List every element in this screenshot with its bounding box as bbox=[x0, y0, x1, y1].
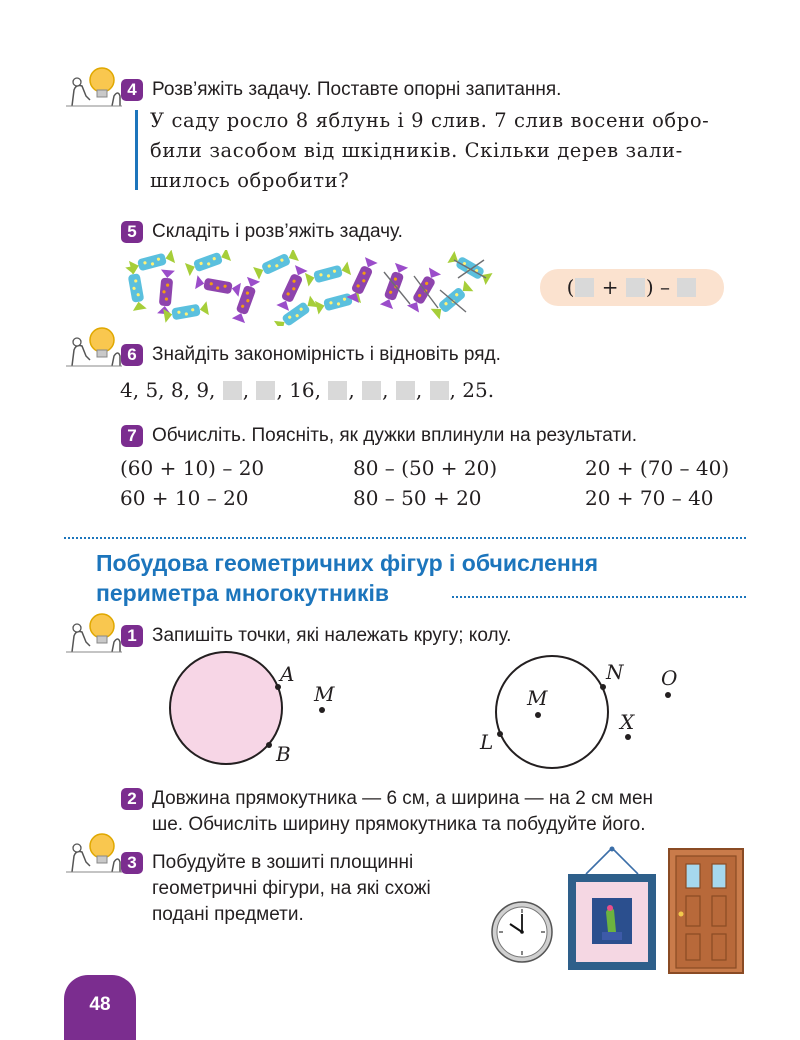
seq-part: , bbox=[382, 378, 389, 402]
task-text: подані предмети. bbox=[152, 904, 304, 925]
story-line: У саду росло 8 яблунь і 9 слив. 7 слив восени обро- bbox=[150, 109, 710, 132]
task-number-badge: 2 bbox=[121, 788, 143, 810]
label-m: M bbox=[314, 682, 335, 706]
task-number-badge: 5 bbox=[121, 221, 143, 243]
seq-part: , bbox=[415, 378, 423, 402]
expression: 80 – 50 + 20 bbox=[353, 486, 482, 510]
point-n bbox=[600, 684, 606, 690]
seq-part: , 25. bbox=[449, 378, 495, 402]
seq-part: , bbox=[242, 378, 250, 402]
label-a: A bbox=[280, 662, 295, 686]
seq-part: , 16, bbox=[276, 378, 322, 402]
story-bar bbox=[135, 110, 138, 190]
blank-square bbox=[362, 381, 381, 400]
formula-close: ) – bbox=[645, 275, 671, 299]
task-number-badge: 3 bbox=[121, 852, 143, 874]
task-instruction: Складіть і розв’яжіть задачу. bbox=[152, 221, 403, 242]
label-b: B bbox=[276, 742, 291, 766]
task-instruction: Обчисліть. Поясніть, як дужки вплинули на результати. bbox=[152, 425, 637, 446]
empty-circle-figure bbox=[494, 654, 614, 774]
label-x: X bbox=[620, 710, 635, 734]
expression: 80 – (50 + 20) bbox=[353, 456, 498, 480]
task-number-badge: 4 bbox=[121, 79, 143, 101]
candies-illustration bbox=[122, 250, 502, 326]
filled-circle-figure bbox=[168, 650, 288, 770]
blank-square bbox=[396, 381, 415, 400]
formula-plus: + bbox=[601, 275, 619, 299]
task-instruction: Знайдіть закономірність і відновіть ряд. bbox=[152, 344, 501, 365]
task-instruction: Запишіть точки, які належать кругу; колу. bbox=[152, 625, 512, 646]
section-title: периметра многокутників bbox=[96, 580, 390, 606]
number-sequence bbox=[120, 378, 494, 402]
blank-square bbox=[223, 381, 242, 400]
lightbulb-pair-icon bbox=[62, 66, 124, 108]
point-o bbox=[665, 692, 671, 698]
label-l: L bbox=[480, 730, 494, 754]
seq-part: 4, 5, 8, 9, bbox=[120, 378, 216, 402]
section-divider bbox=[64, 537, 746, 539]
expression: 20 + 70 – 40 bbox=[585, 486, 714, 510]
label-m: M bbox=[527, 686, 548, 710]
picture-frame-icon bbox=[566, 846, 658, 974]
section-title: Побудова геометричних фігур і обчислення bbox=[96, 550, 599, 576]
door-icon bbox=[668, 848, 744, 974]
task-text: геометричні фігури, на які схожі bbox=[152, 878, 431, 899]
blank-square bbox=[575, 278, 594, 297]
formula-open: ( bbox=[566, 275, 575, 299]
blank-square bbox=[256, 381, 275, 400]
task-number-badge: 1 bbox=[121, 625, 143, 647]
task-text: Побудуйте в зошиті площинні bbox=[152, 852, 414, 873]
lightbulb-pair-icon bbox=[62, 832, 124, 874]
point-l bbox=[497, 731, 503, 737]
expression: 20 + (70 – 40) bbox=[585, 456, 730, 480]
blank-square bbox=[328, 381, 347, 400]
lightbulb-pair-icon bbox=[62, 326, 124, 368]
expression: 60 + 10 – 20 bbox=[120, 486, 249, 510]
clock-icon bbox=[490, 900, 554, 964]
task-number-badge: 6 bbox=[121, 344, 143, 366]
page-number: 48 bbox=[64, 975, 136, 1040]
task-text: Довжина прямокутника — 6 см, а ширина — на 2 см мен bbox=[152, 788, 654, 809]
blank-square bbox=[430, 381, 449, 400]
section-divider bbox=[452, 596, 746, 598]
story-line: били засобом від шкідників. Скільки дерев зали- bbox=[150, 139, 683, 162]
formula-box bbox=[540, 269, 724, 306]
point-m bbox=[319, 707, 325, 713]
label-n: N bbox=[606, 660, 624, 684]
expression: (60 + 10) – 20 bbox=[120, 456, 265, 480]
task-text: ше. Обчисліть ширину прямокутника та побудуйте його. bbox=[152, 814, 646, 835]
lightbulb-pair-icon bbox=[62, 612, 124, 654]
blank-square bbox=[677, 278, 696, 297]
task-instruction: Розв’яжіть задачу. Поставте опорні запитання. bbox=[152, 79, 562, 100]
task-number-badge: 7 bbox=[121, 425, 143, 447]
blank-square bbox=[626, 278, 645, 297]
point-b bbox=[266, 742, 272, 748]
point-m bbox=[535, 712, 541, 718]
label-o: O bbox=[661, 666, 678, 690]
seq-part: , bbox=[348, 378, 355, 402]
story-line: шилось обробити? bbox=[150, 169, 350, 192]
point-x bbox=[625, 734, 631, 740]
